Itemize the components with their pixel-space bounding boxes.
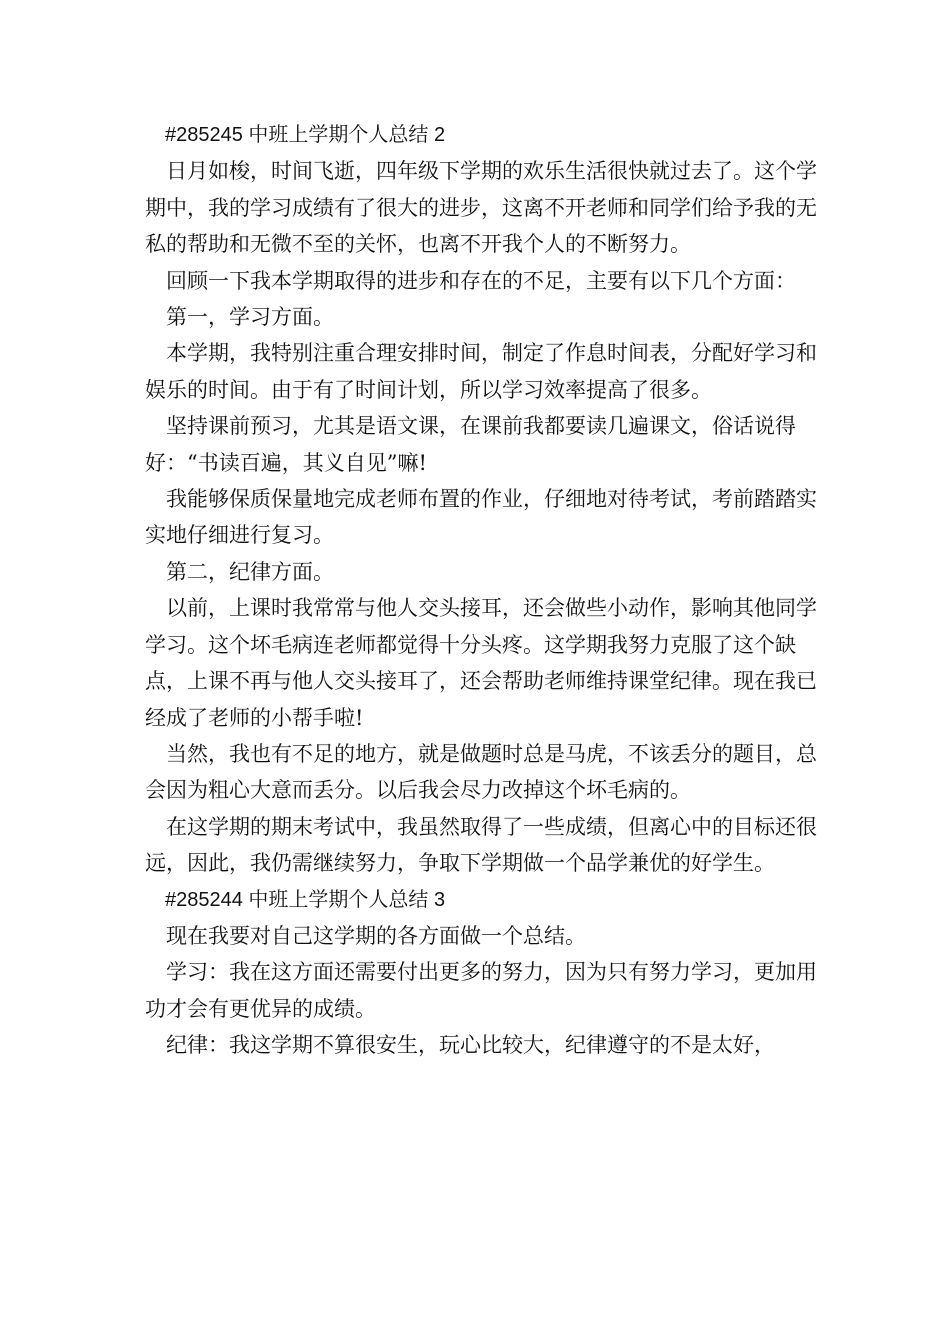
paragraph: 回顾一下我本学期取得的进步和存在的不足，主要有以下几个方面： xyxy=(166,268,796,293)
paragraph: 学习：我在这方面还需要付出更多的努力，因为只有努力学习，更加用功才会有更优异的成绩。 xyxy=(145,960,817,1021)
paragraph: 当然，我也有不足的地方，就是做题时总是马虎，不该丢分的题目，总会因为粗心大意而丢分。以后我会尽力改掉这个坏毛病的。 xyxy=(145,741,817,803)
paragraph: 日月如梭，时间飞逝，四年级下学期的欢乐生活很快就过去了。这个学期中，我的学习成绩有了很大的进步，这离不开老师和同学们给予我的无私的帮助和无微不至的关怀，也离不开我个人的不断努力。 xyxy=(145,159,817,257)
paragraph: 第二，纪律方面。 xyxy=(166,559,334,584)
paragraph: 在这学期的期末考试中，我虽然取得了一些成绩，但离心中的目标还很远，因此，我仍需继续努力，争取下学期做一个品学兼优的好学生。 xyxy=(145,814,817,876)
document-body xyxy=(145,117,825,1064)
paragraph: 本学期，我特别注重合理安排时间，制定了作息时间表，分配好学习和娱乐的时间。由于有了时间计划，所以学习效率提高了很多。 xyxy=(145,341,817,402)
paragraph: 坚持课前预习，尤其是语文课，在课前我都要读几遍课文，俗话说得好：“书读百遍，其义自见”嘛! xyxy=(145,414,796,475)
paragraph: 纪律：我这学期不算很安生，玩心比较大，纪律遵守的不是太好， xyxy=(166,1033,775,1058)
paragraph: 第一，学习方面。 xyxy=(166,305,334,330)
paragraph: 以前，上课时我常常与他人交头接耳，还会做些小动作，影响其他同学学习。这个坏毛病连老师都觉得十分头疼。这学期我努力克服了这个缺点，上课不再与他人交头接耳了，还会帮助老师维持课堂纪律。现在我已经成了老师的小帮手啦! xyxy=(145,596,817,730)
paragraph: 我能够保质保量地完成老师布置的作业，仔细地对待考试，考前踏踏实实地仔细进行复习。 xyxy=(145,487,817,548)
paragraph: 现在我要对自己这学期的各方面做一个总结。 xyxy=(166,923,586,948)
section-heading: #285244 中班上学期个人总结 3 xyxy=(165,888,446,911)
section-heading: #285245 中班上学期个人总结 2 xyxy=(165,124,446,146)
